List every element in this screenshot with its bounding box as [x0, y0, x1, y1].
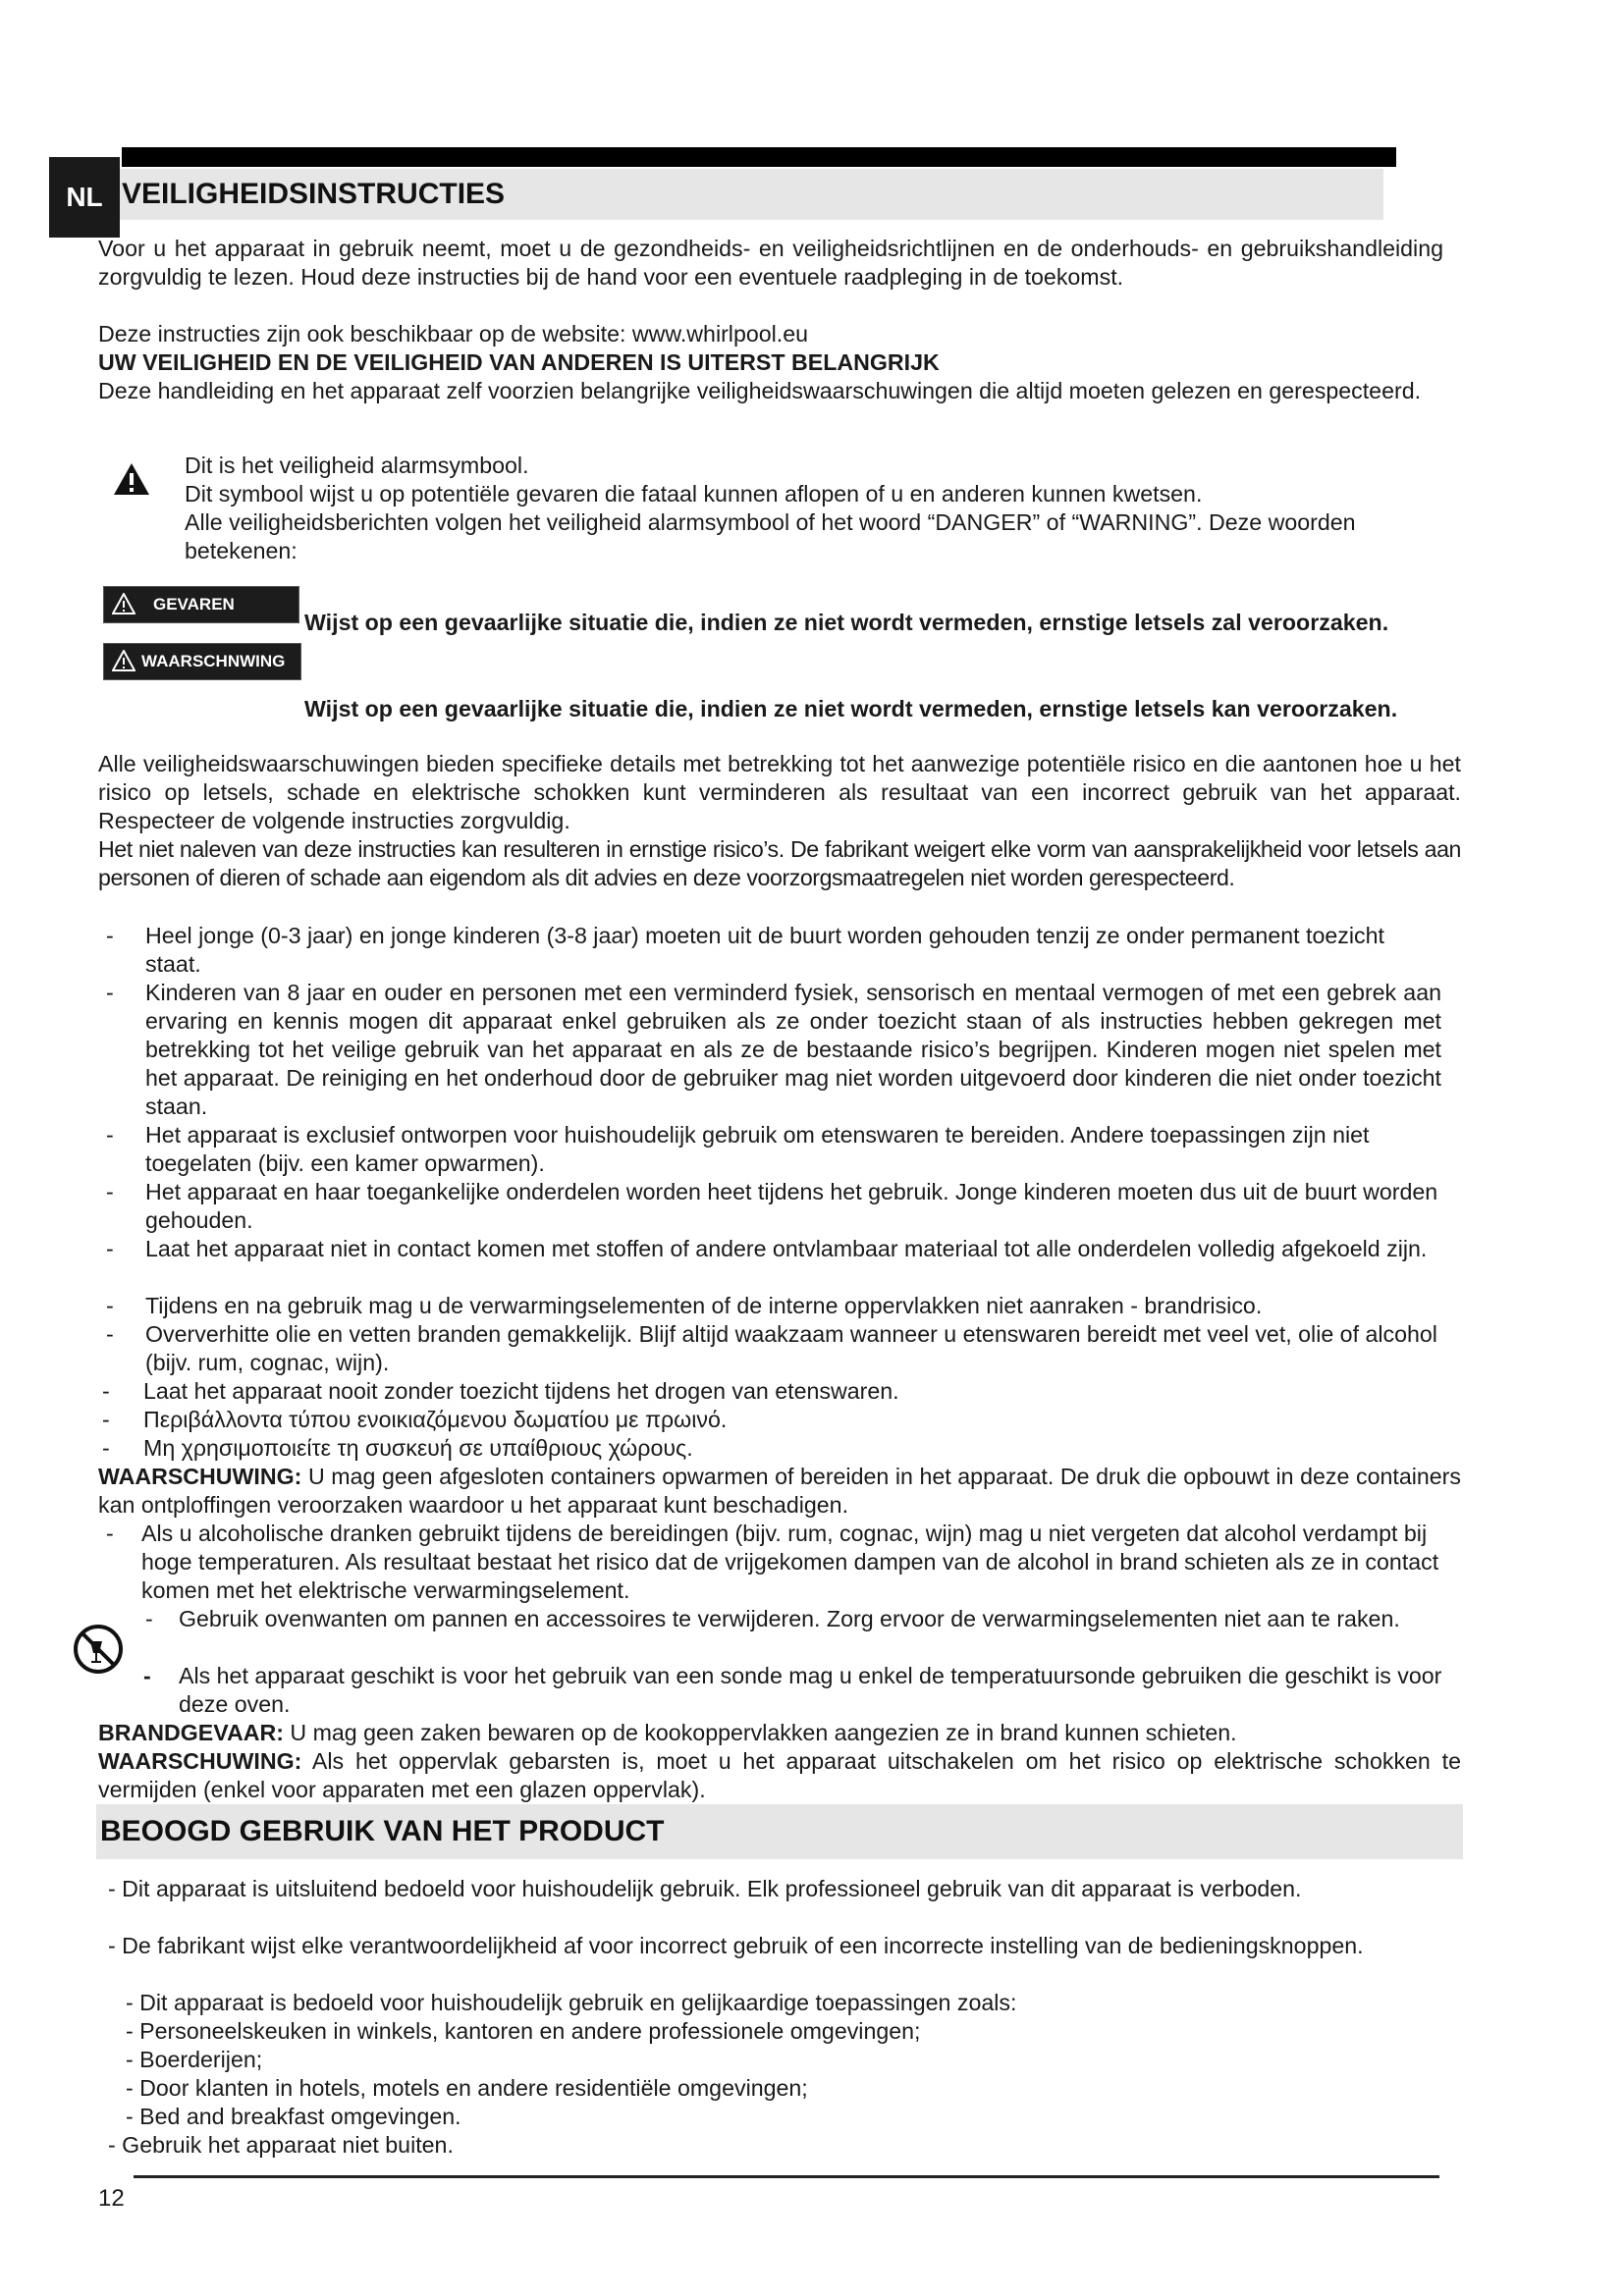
warning-triangle-icon	[112, 593, 135, 614]
use-item: - Bed and breakfast omgevingen.	[126, 2104, 461, 2129]
use-item: - Gebruik het apparaat niet buiten.	[108, 2132, 454, 2158]
alcohol-paragraph: Als u alcoholische dranken gebruikt tijdens de bereidingen (bijv. rum, cognac, wijn) mag u niet vergeten dat alcohol verdampt bij hoge temperaturen. Als resultaat bestaat het risico dat de vrijgekomen dampen van de alcohol in brand schieten als ze in contact komen met het elektrische verwarmingselement.	[141, 1521, 1439, 1603]
danger-description: Wijst op een gevaarlijke situatie die, indien ze niet wordt vermeden, ernstige letsels zal veroorzaken.	[304, 610, 1389, 635]
warning-badge-label: WAARSCHNWING	[141, 652, 286, 670]
warning-label: WAARSCHUWING:	[98, 1748, 302, 1774]
bullet-item: Μη χρησιμοποιείτε τη συσκευή σε υπαίθριους χώρους.	[143, 1435, 693, 1461]
bullet-item: Het apparaat en haar toegankelijke onderdelen worden heet tijdens het gebruik. Jonge kinderen moeten dus uit de buurt worden gehouden.	[145, 1179, 1438, 1233]
intro-paragraph: Voor u het apparaat in gebruik neemt, moet u de gezondheids- en veiligheidsrichtlijnen en de onderhouds- en gebruikshandleiding zorgvuldig te lezen. Houd deze instructies bij de hand voor een eventuele raadpleging in de toekomst.	[98, 236, 1443, 290]
bullet-dash: -	[106, 1293, 114, 1318]
bullet-dash: -	[143, 1663, 151, 1688]
top-black-bar	[122, 147, 1396, 167]
sub-bullet-item: Als het apparaat geschikt is voor het gebruik van een sonde mag u enkel de temperatuursonde gebruiken die geschikt is voor deze oven.	[179, 1663, 1442, 1717]
bullet-item: Heel jonge (0-3 jaar) en jonge kinderen (3-8 jaar) moeten uit de buurt worden gehouden tenzij ze onder permanent toezicht staat.	[145, 923, 1384, 977]
section-title-intended-use: BEOOGD GEBRUIK VAN HET PRODUCT	[96, 1804, 1463, 1859]
sub-bullet-item: Gebruik ovenwanten om pannen en accessoires te verwijderen. Zorg ervoor de verwarmingselementen niet aan te raken.	[179, 1606, 1400, 1631]
warning-badge	[103, 643, 301, 680]
fire-hazard	[98, 1719, 1461, 1747]
section-title-safety: VEILIGHEIDSINSTRUCTIES	[120, 169, 1383, 220]
bullet-dash: -	[106, 1122, 114, 1148]
bullet-item: Kinderen van 8 jaar en ouder en personen met een verminderd fysiek, sensorisch en mentaal vermogen of met een gebrek aan ervaring en kennis mogen dit apparaat enkel gebruiken als ze onder toezicht staan of als instructies hebben gekregen met betrekking tot het veilige gebruik van het apparaat en als ze de bestaande risico’s begrijpen. Kinderen mogen niet spelen met het apparaat. De reiniging en het onderhoud door de gebruiker mag niet worden uitgevoerd door kinderen die niet onder toezicht staan.	[145, 980, 1441, 1119]
bullet-dash: -	[106, 1179, 114, 1204]
use-item: - Door klanten in hotels, motels en andere residentiële omgevingen;	[126, 2075, 808, 2101]
bullet-dash: -	[106, 1321, 114, 1347]
bullet-dash: -	[145, 1606, 153, 1631]
important-heading: UW VEILIGHEID EN DE VEILIGHEID VAN ANDEREN IS UITERST BELANGRIJK	[98, 349, 940, 375]
warning-triangle-icon	[112, 650, 135, 671]
warning-text: U mag geen afgesloten containers opwarmen of bereiden in het apparaat. De druk die opbouwt in deze containers kan ontploffingen veroorzaken waardoor u het apparaat kunt beschadigen.	[98, 1464, 1461, 1518]
footer-rule	[134, 2175, 1439, 2178]
fire-text: U mag geen zaken bewaren op de kookoppervlakken aangezien ze in brand kunnen schieten.	[283, 1720, 1237, 1745]
language-tab: NL	[49, 157, 120, 238]
use-item: - Dit apparaat is uitsluitend bedoeld voor huishoudelijk gebruik. Elk professioneel gebruik van dit apparaat is verboden.	[108, 1876, 1302, 1901]
warning-description: Wijst op een gevaarlijke situatie die, indien ze niet wordt vermeden, ernstige letsels kan veroorzaken.	[304, 696, 1398, 721]
use-item: - Dit apparaat is bedoeld voor huishoudelijk gebruik en gelijkaardige toepassingen zoals:	[126, 1990, 1017, 2015]
warning-label: WAARSCHUWING:	[98, 1464, 302, 1489]
risk-paragraph: Alle veiligheidswaarschuwingen bieden specifieke details met betrekking tot het aanwezige potentiële risico en die aantonen hoe u het risico op letsels, schade en elektrische schokken kunt verminderen als resultaat van een incorrect gebruik van het apparaat. Respecteer de volgende instructies zorgvuldig.	[98, 751, 1461, 833]
use-item: - De fabrikant wijst elke verantwoordelijkheid af voor incorrect gebruik of een incorrecte instelling van de bedieningsknoppen.	[108, 1933, 1364, 1958]
no-alcohol-icon	[73, 1624, 124, 1675]
bullet-item: Het apparaat is exclusief ontworpen voor huishoudelijk gebruik om etenswaren te bereiden. Andere toepassingen zijn niet toegelaten (bijv. een kamer opwarmen).	[145, 1122, 1370, 1176]
danger-badge-label: GEVAREN	[153, 595, 235, 614]
manual-paragraph: Deze handleiding en het apparaat zelf voorzien belangrijke veiligheidswaarschuwingen die altijd moeten gelezen en gerespecteerd.	[98, 378, 1422, 403]
liability-paragraph: Het niet naleven van deze instructies kan resulteren in ernstige risico’s. De fabrikant weigert elke vorm van aansprakelijkheid voor letsels aan personen of dieren of schade aan eigendom als dit advies en deze voorzorgsmaatregelen niet worden gerespecteerd.	[98, 836, 1461, 890]
warning-text: Als het oppervlak gebarsten is, moet u het apparaat uitschakelen om het risico op elektrische schokken te vermijden (enkel voor apparaten met een glazen oppervlak).	[98, 1748, 1461, 1802]
page-number: 12	[98, 2185, 125, 2212]
fire-label: BRANDGEVAAR:	[98, 1720, 284, 1745]
bullet-item: Oververhitte olie en vetten branden gemakkelijk. Blijf altijd waakzaam wanneer u etenswaren bereidt met veel vet, olie of alcohol (bijv. rum, cognac, wijn).	[145, 1321, 1437, 1375]
use-item: - Boerderijen;	[126, 2047, 263, 2072]
bullet-dash: -	[106, 923, 114, 948]
bullet-item: Περιβάλλοντα τύπου ενοικιαζόμενου δωματίου με πρωινό.	[143, 1407, 728, 1432]
bullet-item: Tijdens en na gebruik mag u de verwarmingselementen of de interne oppervlakken niet aanraken - brandrisico.	[145, 1293, 1263, 1318]
alarm-line-3: Alle veiligheidsberichten volgen het veiligheid alarmsymbool of het woord “DANGER” of “WARNING”. Deze woorden betekenen:	[185, 509, 1356, 563]
bullet-dash: -	[102, 1407, 110, 1432]
bullet-dash: -	[106, 1521, 114, 1546]
warning-cracked-surface	[98, 1747, 1461, 1804]
danger-badge	[103, 586, 299, 623]
warning-closed-containers	[98, 1463, 1461, 1520]
use-item: - Personeelskeuken in winkels, kantoren en andere professionele omgevingen;	[126, 2018, 921, 2044]
bullet-dash: -	[102, 1378, 110, 1404]
bullet-item: Laat het apparaat niet in contact komen met stoffen of andere ontvlambaar materiaal tot alle onderdelen volledig afgekoeld zijn.	[145, 1236, 1428, 1261]
warning-triangle-icon	[112, 461, 151, 497]
bullet-item: Laat het apparaat nooit zonder toezicht tijdens het drogen van etenswaren.	[143, 1378, 899, 1404]
website-line: Deze instructies zijn ook beschikbaar op de website: www.whirlpool.eu	[98, 321, 809, 347]
bullet-dash: -	[106, 980, 114, 1005]
alarm-line-2: Dit symbool wijst u op potentiële gevaren die fataal kunnen aflopen of u en anderen kunnen kwetsen.	[185, 481, 1203, 507]
bullet-dash: -	[106, 1236, 114, 1261]
alarm-line-1: Dit is het veiligheid alarmsymbool.	[185, 453, 529, 478]
bullet-dash: -	[102, 1435, 110, 1461]
